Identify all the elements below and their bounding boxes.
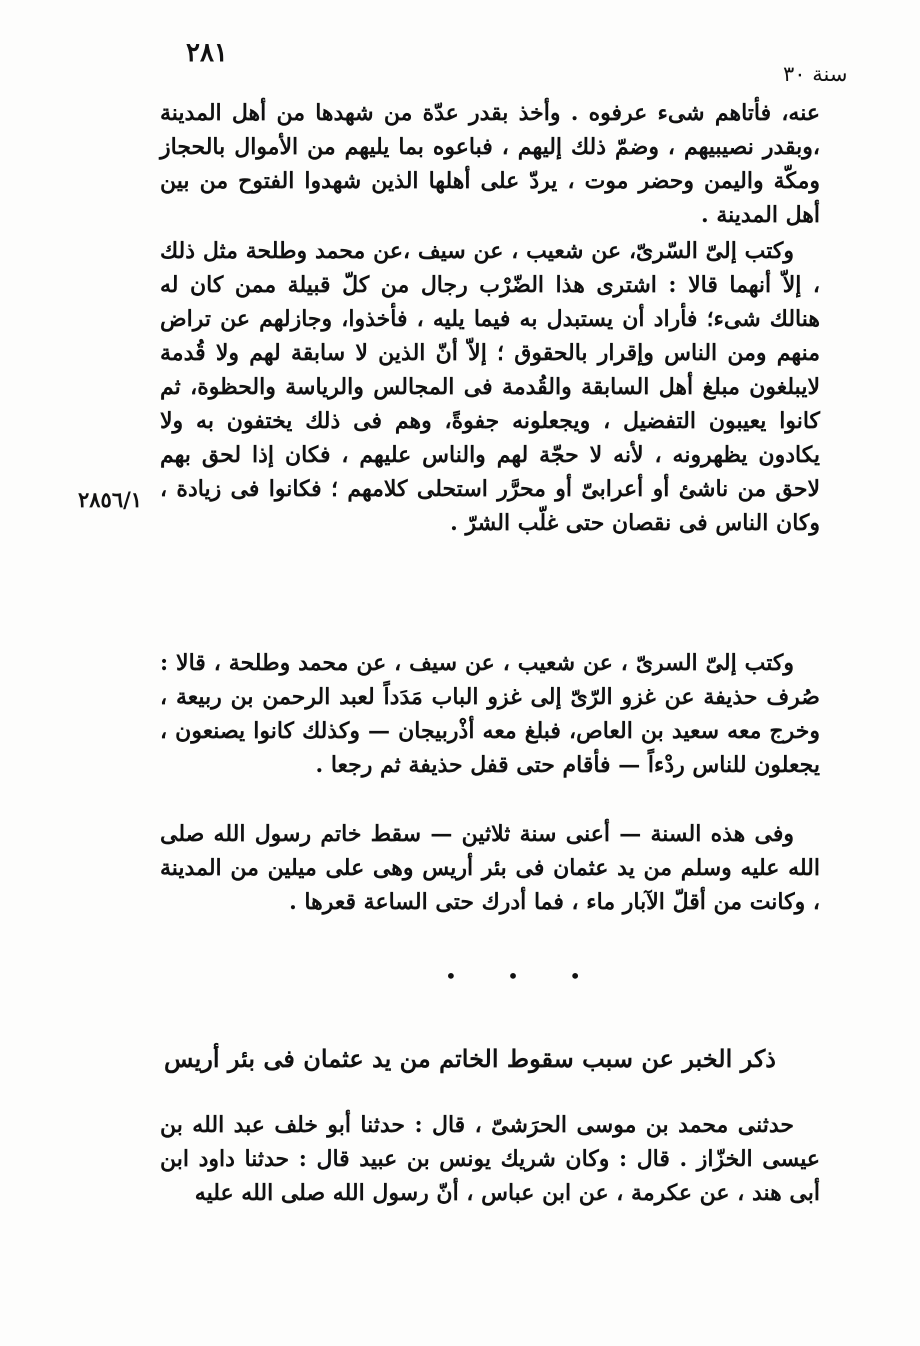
text-block-1 [160,96,820,232]
section-separator: • • • [445,964,604,988]
paragraph-2: وكتب إلىّ السّرىّ، عن شعيب ، عن سيف ،عن محمد وطلحة مثل ذلك ، إلاّ أنهما قالا : اشترى هذا الضّرْب رجال من كلّ قبيلة ممن كان له هنالك شىء؛ فأراد أن يستبدل به فيما يليه ، فأخذوا، وجازلهم عن تراض منهم ومن الناس وإقرار بالحقوق ؛ إلاّ أنّ الذين لا سابقة لهم ولا قُدمة لايبلغون مبلغ أهل السابقة والقُدمة فى المجالس والرياسة والحظوة، ثم كانوا يعيبون التفضيل ، ويجعلونه جفوةً، وهم فى ذلك يختفون به ولا يكادون يظهرونه ، لأنه لا حجّة لهم والناس عليهم ، فكان إذا لحق بهم لاحق من ناشئ أو أعرابىّ أو محرَّر استحلى كلامهم ؛ فكانوا فى زيادة ، وكان الناس فى نقصان حتى غلّب الشرّ . [160,238,820,536]
text-block-4 [160,817,820,919]
margin-reference: ٢٨٥٦/١ [78,487,143,512]
text-block-3 [160,646,820,782]
paragraph-5: حدثنى محمد بن موسى الحرَشىّ ، قال : حدثنا أبو خلف عبد الله بن عيسى الخزّاز . قال : وكان شريك يونس بن عبيد قال : حدثنا داود ابن أبى هند ، عن عكرمة ، عن ابن عباس ، أنّ رسول الله صلى الله عليه [160,1112,820,1206]
page-number: ٢٨١ [186,38,228,68]
paragraph-3: وكتب إلىّ السرىّ ، عن شعيب ، عن سيف ، عن محمد وطلحة ، قالا : صُرف حذيفة عن غزو الرّىّ إلى غزو الباب مَدَداً لعبد الرحمن بن ربيعة ، وخرج معه سعيد بن العاص، فبلغ معه أذْربيجان — وكذلك كانوا يصنعون ، يجعلون للناس ردْءاً — فأقام حتى قفل حذيفة ثم رجعا . [160,650,820,778]
text-block-2 [160,234,820,540]
section-heading: ذكر الخبر عن سبب سقوط الخاتم من يد عثمان فى بئر أريس [164,1044,776,1073]
running-head: سنة ٣٠ [783,62,848,86]
paragraph-4: وفى هذه السنة — أعنى سنة ثلاثين — سقط خاتم رسول الله صلى الله عليه وسلم من يد عثمان فى بئر أريس وهى على ميلين من المدينة ، وكانت من أقلّ الآبار ماء ، فما أدرك حتى الساعة قعرها . [160,821,820,915]
text-block-5 [160,1108,820,1210]
paragraph-1: عنه، فأتاهم شىء عرفوه . وأخذ بقدر عدّة من شهدها من أهل المدينة ،وبقدر نصيبيهم ، وضمّ ذلك إليهم ، فباعوه بما يليهم من الأموال بالحجاز ومكّة واليمن وحضر موت ، يردّ على أهلها الذين شهدوا الفتوح من بين أهل المدينة . [160,100,820,228]
